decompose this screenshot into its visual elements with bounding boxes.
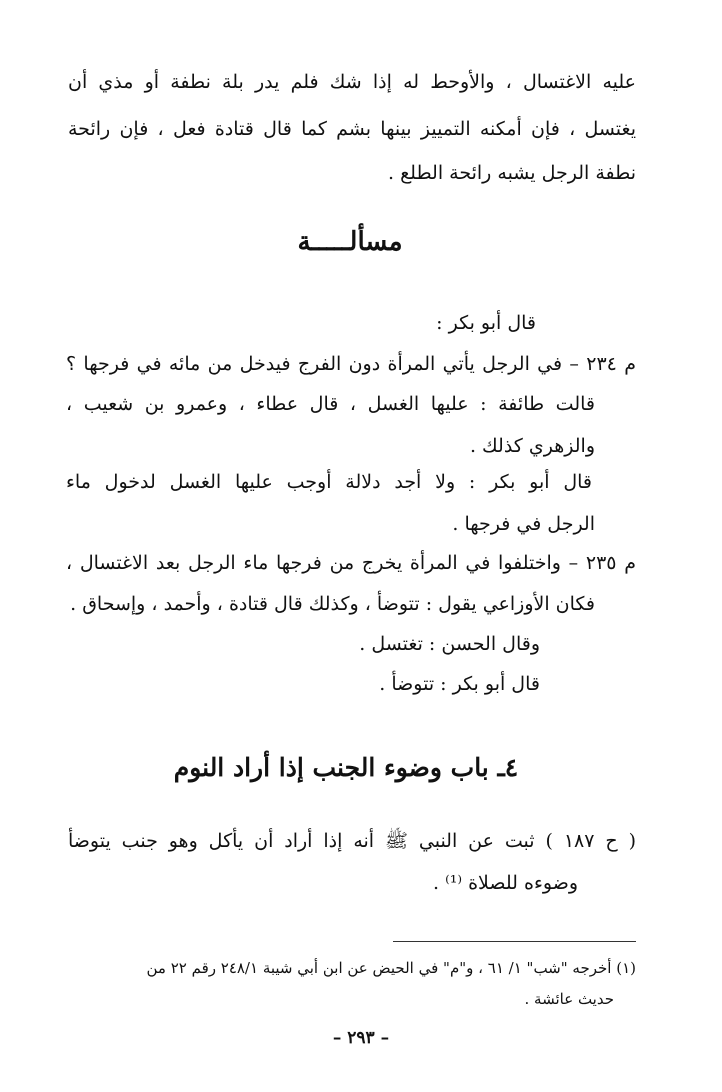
abubakr-intro: قال أبو بكر : bbox=[436, 312, 536, 334]
abubakr-comment-line-1: قال أبو بكر : ولا أجد دلالة أوجب عليها الغسل لدخول ماء bbox=[66, 471, 592, 493]
masala-235-line-1: م ٢٣٥ – واختلفوا في المرأة يخرج من فرجها ماء الرجل بعد الاغتسال ، bbox=[66, 552, 636, 574]
intro-line-2: يغتسل ، فإن أمكنه التمييز بينها بشم كما قال قتادة فعل ، فإن رائحة bbox=[68, 118, 636, 140]
abubakr-comment-line-2: الرجل في فرجها . bbox=[452, 513, 595, 535]
footnote-line-1: (١) أخرجه "شب" ١/ ٦١ ، و"م" في الحيض عن ابن أبي شيبة ٢٤٨/١ رقم ٢٢ من bbox=[146, 959, 636, 977]
footnote-line-2: حديث عائشة . bbox=[524, 990, 614, 1008]
chapter-heading: ٤ـ باب وضوء الجنب إذا أراد النوم bbox=[173, 753, 519, 782]
masala-234-line-3: والزهري كذلك . bbox=[469, 435, 595, 457]
masala-235-line-4: قال أبو بكر : تتوضأ . bbox=[379, 673, 540, 695]
masala-234-line-2: قالت طائفة : عليها الغسل ، قال عطاء ، وعمرو بن شعيب ، bbox=[66, 393, 595, 415]
masala-234-line-1: م ٢٣٤ – في الرجل يأتي المرأة دون الفرج فيدخل من مائه في فرجها ؟ bbox=[66, 353, 636, 375]
masala-heading: مسألـــــة bbox=[297, 227, 403, 257]
footnote-separator bbox=[393, 941, 636, 942]
hadith-line-2: وضوءه للصلاة ⁽¹⁾ . bbox=[433, 872, 578, 894]
masala-235-line-2: فكان الأوزاعي يقول : تتوضأ ، وكذلك قال قتادة ، وأحمد ، وإسحاق . bbox=[70, 593, 595, 615]
page-number: – ٢٩٣ – bbox=[332, 1028, 390, 1048]
masala-235-line-3: وقال الحسن : تغتسل . bbox=[359, 633, 540, 655]
intro-line-3: نطفة الرجل يشبه رائحة الطلع . bbox=[387, 162, 636, 184]
hadith-line-1: ( ح ١٨٧ ) ثبت عن النبي ﷺ أنه إذا أراد أن يأكل وهو جنب يتوضأ bbox=[68, 830, 636, 852]
intro-line-1: عليه الاغتسال ، والأوحط له إذا شك فلم يدر بلة نطفة أو مذي أن bbox=[68, 71, 636, 93]
